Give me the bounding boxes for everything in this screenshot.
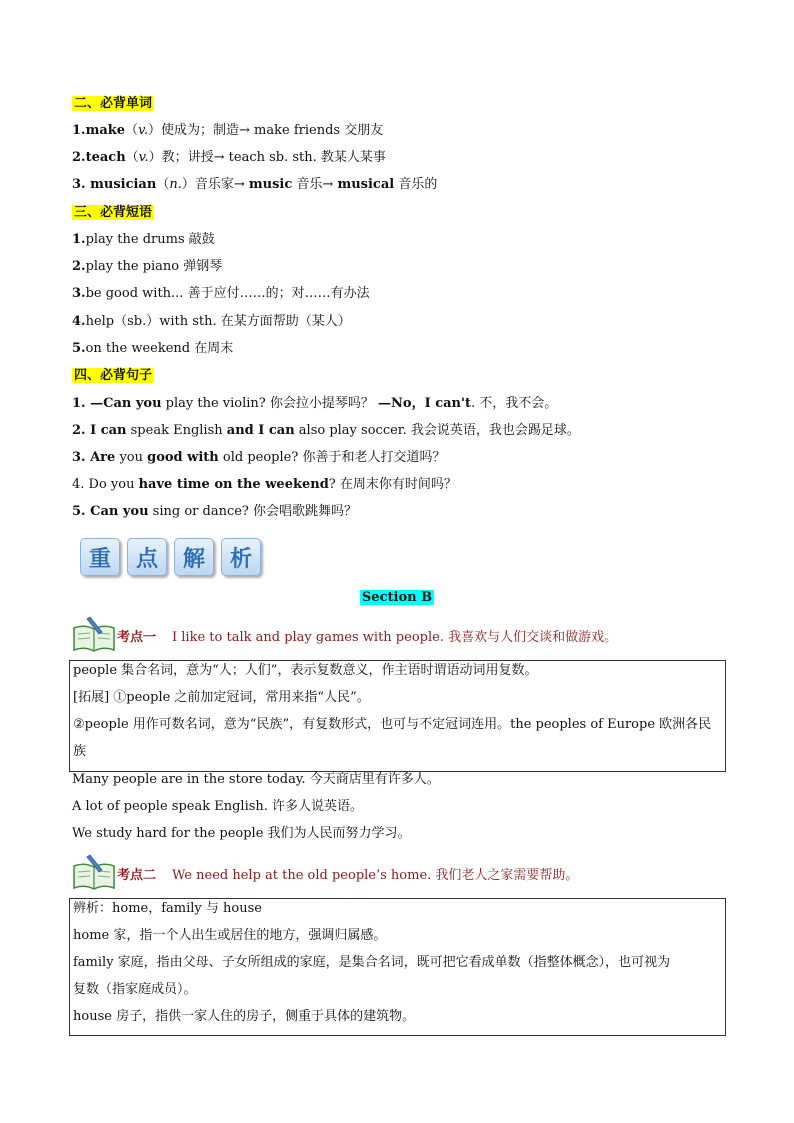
kaodian-1-label: 考点一 [117,630,157,645]
box-line: family 家庭，指由父母、子女所组成的家庭，是集合名词，既可把它看成单数（指整体概念），也可视为 [73,955,671,970]
banner-key-1: 重 [80,538,120,576]
kaodian-2-label: 考点二 [117,868,157,883]
example-line: Many people are in the store today. 今天商店里有许多人。 [72,772,440,787]
box-line: people 集合名词，意为“人；人们”，表示复数意义，作主语时谓语动词用复数。 [73,663,538,678]
phrase-item-4: 4.help（sb.）with sth. 在某方面帮助（某人） [72,314,351,329]
phrase-item-1: 1.play the drums 敲鼓 [72,232,215,247]
box-line: ②people 用作可数名词，意为“民族”，有复数形式，也可与不定冠词连用。the peoples of Europe 欧洲各民 [73,717,712,732]
book-pen-icon [72,854,116,890]
box-line: home 家，指一个人出生或居住的地方，强调归属感。 [73,928,387,943]
box-line: 复数（指家庭成员）。 [73,982,197,997]
banner-key-4: 析 [221,538,261,576]
sentence-item-4: 4. Do you have time on the weekend? 在周末你有时间吗？ [72,477,457,492]
box-line: 辨析：home，family 与 house [73,901,262,916]
example-line: A lot of people speak English. 许多人说英语。 [72,799,364,814]
section-title: Section B [361,590,433,605]
sentence-item-5: 5. Can you sing or dance? 你会唱歌跳舞吗？ [72,504,358,519]
sentence-item-3: 3. Are you good with old people? 你善于和老人打交道吗？ [72,450,446,465]
box-line: [拓展] ①people 之前加定冠词，常用来指“人民”。 [73,690,370,705]
book-pen-icon [72,616,116,652]
phrase-item-2: 2.play the piano 弹钢琴 [72,259,223,274]
example-line: We study hard for the people 我们为人民而努力学习。 [72,826,411,841]
kaodian-2-text: We need help at the old people’s home. 我们老人之家需要帮助。 [172,868,579,883]
kaodian-1-text: I like to talk and play games with people. 我喜欢与人们交谈和做游戏。 [172,630,618,645]
banner-key-2: 点 [127,538,167,576]
section-heading-phrases: 三、必背短语 [74,205,153,220]
section-heading-sentences: 四、必背句子 [74,368,153,383]
word-item-2: 2.teach（v.）教；讲授→ teach sb. sth. 教某人某事 [72,150,386,165]
kaodian-2-box [69,898,726,1036]
kaodian-2 [72,854,712,890]
word-item-1: 1.make（v.）使成为；制造→ make friends 交朋友 [72,123,384,138]
word-item-3: 3. musician（n.）音乐家→ music 音乐→ musical 音乐的 [72,177,438,192]
sentence-item-1: 1. —Can you play the violin? 你会拉小提琴吗？ —No，I can't. 不，我不会。 [72,396,558,411]
phrase-item-3: 3.be good with... 善于应付……的；对……有办法 [72,286,370,301]
kaodian-1-box [69,660,726,772]
box-line: house 房子，指供一家人住的房子，侧重于具体的建筑物。 [73,1009,416,1024]
banner-key-3: 解 [174,538,214,576]
box-line: 族 [73,744,87,759]
phrase-item-5: 5.on the weekend 在周末 [72,341,234,356]
section-heading-words: 二、必背单词 [74,96,153,111]
kaodian-1 [72,616,712,652]
sentence-item-2: 2. I can speak English and I can also play soccer. 我会说英语，我也会踢足球。 [72,423,580,438]
